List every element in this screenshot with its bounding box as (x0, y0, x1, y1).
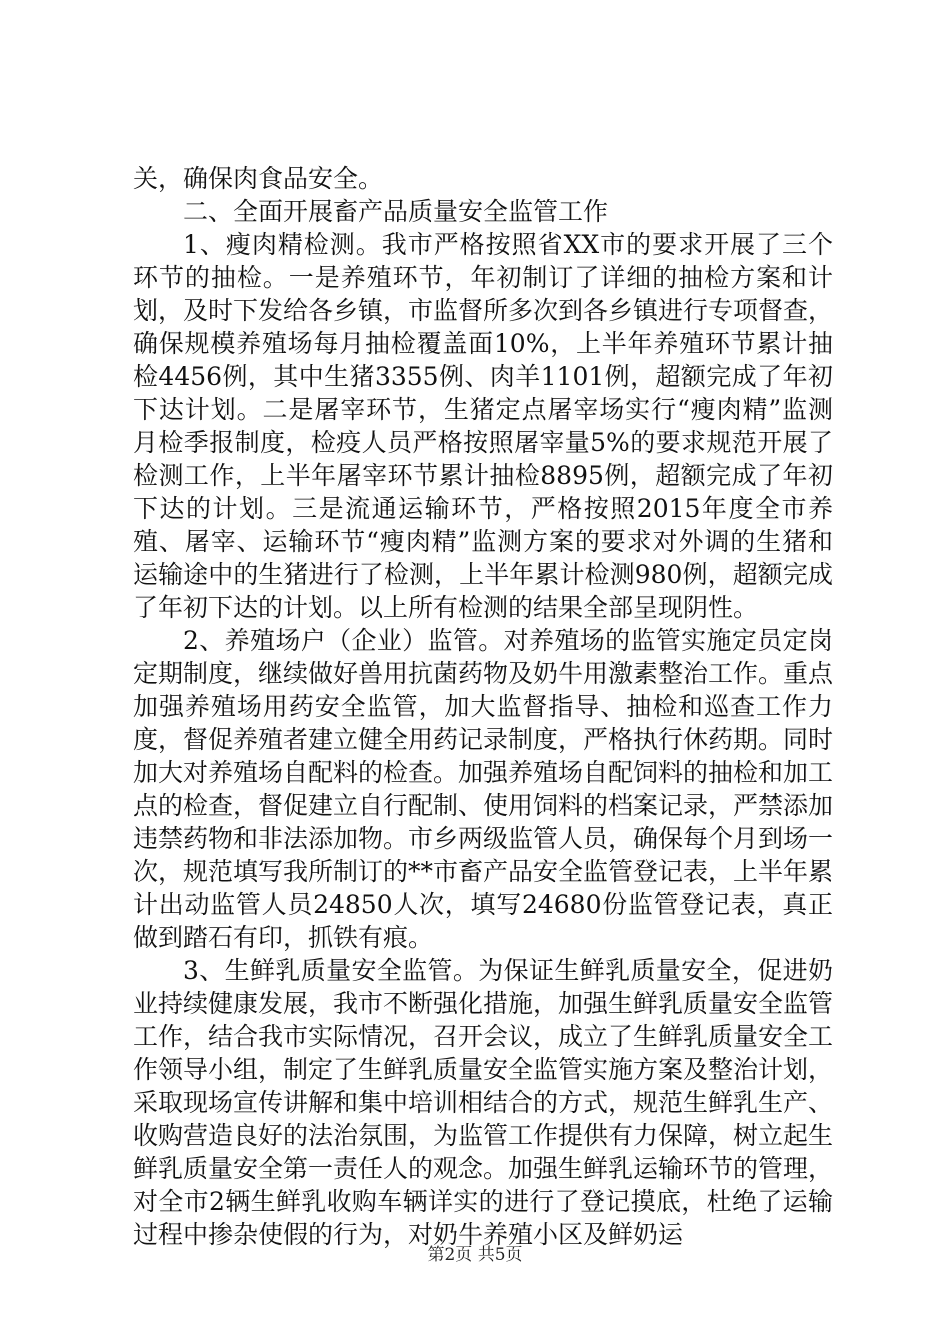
paragraph-clenbuterol-testing: 1、瘦肉精检测。我市严格按照省XX市的要求开展了三个环节的抽检。一是养殖环节，年初制订了详细的抽检方案和计划，及时下发给各乡镇，市监督所多次到各乡镇进行专项督查，确保规模养殖场每月抽检覆盖面10%，上半年养殖环节累计抽检4456例，其中生猪3355例、肉羊1101例，超额完成了年初下达计划。二是屠宰环节，生猪定点屠宰场实行“瘦肉精”监测月检季报制度，检疫人员严格按照屠宰量5%的要求规范开展了检测工作，上半年屠宰环节累计抽检8895例，超额完成了年初下达的计划。三是流通运输环节，严格按照2015年度全市养殖、屠宰、运输环节“瘦肉精”监测方案的要求对外调的生猪和运输途中的生猪进行了检测，上半年累计检测980例，超额完成了年初下达的计划。以上所有检测的结果全部呈现阴性。 (133, 230, 834, 622)
section-heading: 二、全面开展畜产品质量安全监管工作 (183, 197, 609, 226)
page-footer: 第2页 共5页 (427, 1245, 523, 1265)
paragraph-farm-supervision: 2、养殖场户（企业）监管。对养殖场的监管实施定员定岗定期制度，继续做好兽用抗菌药物及奶牛用激素整治工作。重点加强养殖场用药安全监管，加大监督指导、抽检和巡查工作力度，督促养殖者建立健全用药记录制度，严格执行休药期。同时加大对养殖场自配料的检查。加强养殖场自配饲料的抽检和加工点的检查，督促建立自行配制、使用饲料的档案记录，严禁添加违禁药物和非法添加物。市乡两级监管人员，确保每个月到场一次，规范填写我所制订的**市畜产品安全监管登记表，上半年累计出动监管人员24850人次，填写24680份监管登记表，真正做到踏石有印，抓铁有痕。 (133, 626, 834, 952)
paragraph-raw-milk-supervision: 3、生鲜乳质量安全监管。为保证生鲜乳质量安全，促进奶业持续健康发展，我市不断强化措施，加强生鲜乳质量安全监管工作，结合我市实际情况，召开会议，成立了生鲜乳质量安全工作领导小组，制定了生鲜乳质量安全监管实施方案及整治计划，采取现场宣传讲解和集中培训相结合的方式，规范生鲜乳生产、收购营造良好的法治氛围，为监管工作提供有力保障，树立起生鲜乳质量安全第一责任人的观念。加强生鲜乳运输环节的管理，对全市2辆生鲜乳收购车辆详实的进行了登记摸底，杜绝了运输过程中掺杂使假的行为，对奶牛养殖小区及鲜奶运 (133, 956, 834, 1249)
paragraph-continuation: 关，确保肉食品安全。 (133, 164, 384, 193)
document-body (133, 162, 833, 1251)
